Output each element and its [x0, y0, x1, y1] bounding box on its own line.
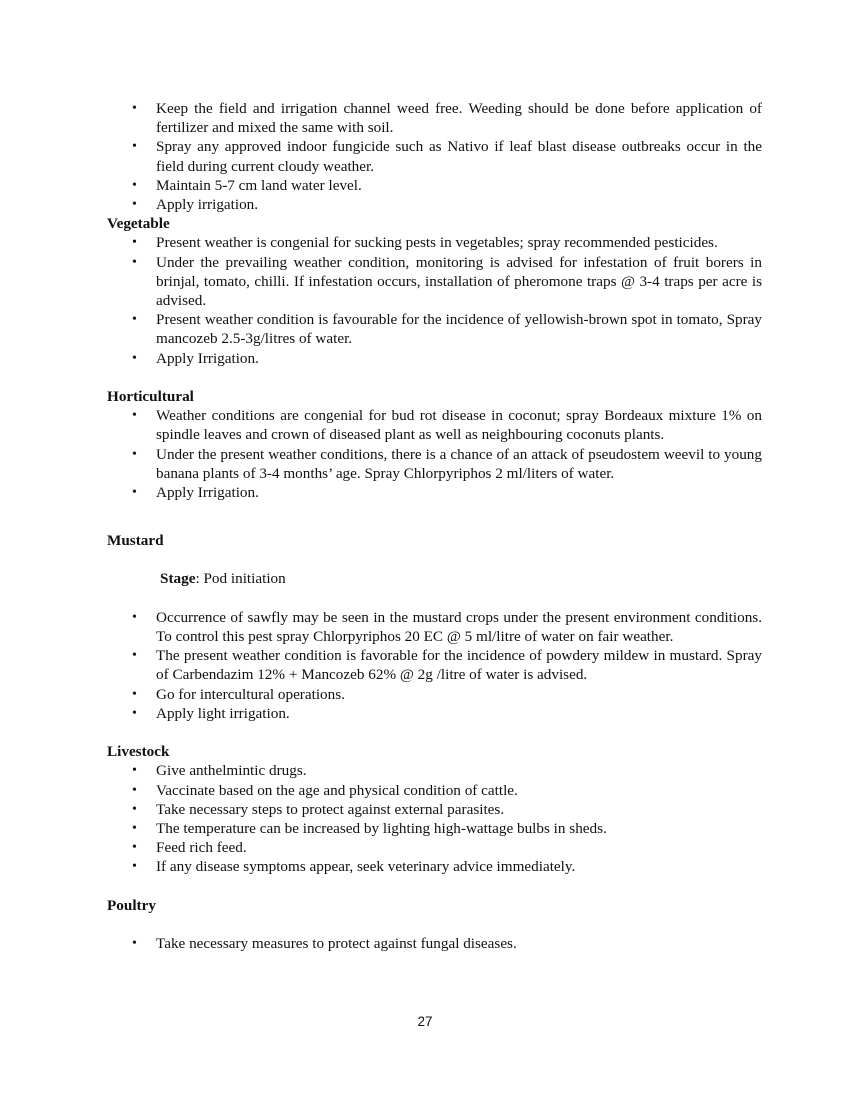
list-item: • Apply irrigation.: [107, 195, 762, 214]
list-item: • Go for intercultural operations.: [107, 685, 762, 704]
list-item: • Keep the field and irrigation channel weed free. Weeding should be done before application of fertilizer and mixed the same with soil.: [107, 99, 762, 137]
list-item: • Vaccinate based on the age and physical condition of cattle.: [107, 781, 762, 800]
list-item: • Apply Irrigation.: [107, 349, 762, 368]
livestock-list: [107, 761, 762, 876]
list-item: • Feed rich feed.: [107, 838, 762, 857]
list-item: • Occurrence of sawfly may be seen in the mustard crops under the present environment conditions. To control this pest spray Chlorpyriphos 20 EC @ 5 ml/litre of water on fair weather.: [107, 608, 762, 646]
stage-value: : Pod initiation: [195, 570, 286, 588]
list-item: • The present weather condition is favorable for the incidence of powdery mildew in mustard. Spray of Carbendazim 12% + Mancozeb 62% @ 2g /litre of water is advised.: [107, 646, 762, 684]
list-item: • Under the prevailing weather condition, monitoring is advised for infestation of fruit borers in brinjal, tomato, chilli. If infestation occurs, installation of pheromone traps @ 3-4 traps per acre is advised.: [107, 253, 762, 311]
list-item: • Apply Irrigation.: [107, 483, 762, 502]
list-item: • Take necessary steps to protect against external parasites.: [107, 800, 762, 819]
stage-label: Stage: [160, 570, 196, 588]
section-heading-mustard: Mustard: [107, 532, 164, 550]
page-number: 27: [417, 1014, 433, 1029]
list-item: • Present weather is congenial for sucking pests in vegetables; spray recommended pesticides.: [107, 233, 762, 252]
section-heading-poultry: Poultry: [107, 896, 156, 914]
section-heading-horticultural: Horticultural: [107, 388, 194, 406]
document-page: [107, 99, 762, 953]
list-item: • Spray any approved indoor fungicide such as Nativo if leaf blast disease outbreaks occur in the field during current cloudy weather.: [107, 137, 762, 175]
list-item: • Apply light irrigation.: [107, 704, 762, 723]
horticultural-list: [107, 406, 762, 502]
section-heading-vegetable: Vegetable: [107, 215, 170, 233]
list-item: • The temperature can be increased by lighting high-wattage bulbs in sheds.: [107, 819, 762, 838]
list-item: • Take necessary measures to protect against fungal diseases.: [107, 934, 762, 953]
list-item: • Give anthelmintic drugs.: [107, 761, 762, 780]
vegetable-list: [107, 233, 762, 367]
list-item: • If any disease symptoms appear, seek veterinary advice immediately.: [107, 857, 762, 876]
mustard-stage: [107, 569, 762, 588]
list-item: • Under the present weather conditions, there is a chance of an attack of pseudostem weevil to young banana plants of 3-4 months’ age. Spray Chlorpyriphos 2 ml/liters of water.: [107, 445, 762, 483]
list-item: • Present weather condition is favourable for the incidence of yellowish-brown spot in tomato, Spray mancozeb 2.5-3g/litres of water.: [107, 310, 762, 348]
field-advisory-list: [107, 99, 762, 214]
list-item: • Weather conditions are congenial for bud rot disease in coconut; spray Bordeaux mixture 1% on spindle leaves and crown of diseased plant as well as neighbouring coconuts plants.: [107, 406, 762, 444]
poultry-list: [107, 934, 762, 953]
mustard-list: [107, 608, 762, 723]
list-item: • Maintain 5-7 cm land water level.: [107, 176, 762, 195]
section-heading-livestock: Livestock: [107, 743, 170, 761]
